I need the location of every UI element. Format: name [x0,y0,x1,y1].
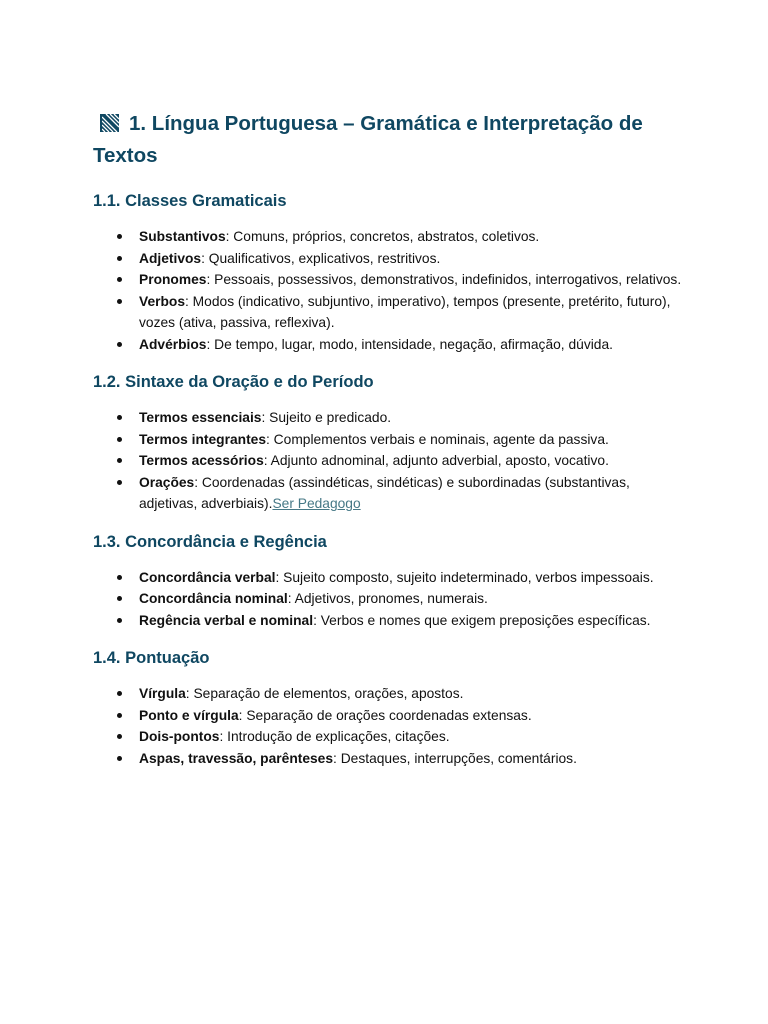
item-description: : Coordenadas (assindéticas, sindéticas) e subordinadas (substantivas, adjetivas, adverbiais). [139,474,630,511]
list-item [139,567,683,589]
item-description: : Adjetivos, pronomes, numerais. [287,591,488,606]
item-description: : Verbos e nomes que exigem preposições específicas. [313,612,651,628]
item-term: Termos integrantes [139,431,267,447]
item-term: Adjetivos [139,250,202,266]
item-description: : De tempo, lugar, modo, intensidade, negação, afirmação, dúvida. [206,336,613,352]
item-description: : Separação de orações coordenadas extensas. [238,707,532,723]
list-item [139,472,683,515]
list-item [139,705,683,727]
item-description: : Separação de elementos, orações, apostos. [185,686,464,701]
list-item [139,269,683,291]
item-description: : Modos (indicativo, subjuntivo, imperativo), tempos (presente, pretérito, futuro), vozes (ativa, passiva, reflexiva). [139,293,671,330]
section-list [93,567,683,632]
item-term: Dois-pontos [139,729,220,744]
section-list [93,683,683,769]
item-term: Advérbios [139,336,207,352]
list-item [139,429,683,451]
item-description: : Comuns, próprios, concretos, abstratos, coletivos. [225,229,540,244]
item-description: : Adjunto adnominal, adjunto adverbial, aposto, vocativo. [263,453,609,468]
item-term: Termos essenciais [139,410,262,425]
item-description: : Destaques, interrupções, comentários. [333,750,577,766]
list-item [139,407,683,429]
section-heading: 1.1. Classes Gramaticais [93,192,287,210]
list-item [139,226,683,248]
item-description: : Pessoais, possessivos, demonstrativos, indefinidos, interrogativos, relativos. [206,272,682,287]
section-list [93,226,683,355]
item-term: Concordância nominal [139,591,288,606]
list-item [139,450,683,472]
item-term: Verbos [139,293,186,309]
item-description: : Sujeito e predicado. [261,410,392,425]
item-term: Pronomes [139,272,207,287]
item-term: Termos acessórios [139,453,264,468]
item-term: Substantivos [139,229,226,244]
item-term: Regência verbal e nominal [139,612,314,628]
list-item [139,683,683,705]
item-description: : Complementos verbais e nominais, agente da passiva. [266,431,609,447]
section-heading: 1.3. Concordância e Regência [93,532,327,551]
page-title-text: 1. Língua Portuguesa – Gramática e Interpretação de Textos [93,112,643,167]
section-list [93,407,683,515]
list-item [139,610,683,632]
item-description: : Sujeito composto, sujeito indeterminado, verbos impessoais. [275,569,654,585]
source-link[interactable]: Ser Pedagogo [272,496,361,511]
item-term: Aspas, travessão, parênteses [139,750,334,766]
item-description: : Qualificativos, explicativos, restritivos. [201,250,441,266]
item-term: Orações [139,474,195,490]
notebook-icon [99,112,121,134]
list-item [139,248,683,270]
document-content [93,108,683,785]
item-term: Concordância verbal [139,569,276,585]
list-item [139,748,683,770]
section-heading: 1.4. Pontuação [93,649,210,667]
item-term: Ponto e vírgula [139,707,239,723]
list-item [139,588,683,610]
section-heading: 1.2. Sintaxe da Oração e do Período [93,373,374,391]
list-item [139,334,683,356]
list-item [139,291,683,334]
page-title [93,108,683,172]
item-description: : Introdução de explicações, citações. [219,729,450,744]
list-item [139,726,683,748]
item-term: Vírgula [139,686,186,701]
